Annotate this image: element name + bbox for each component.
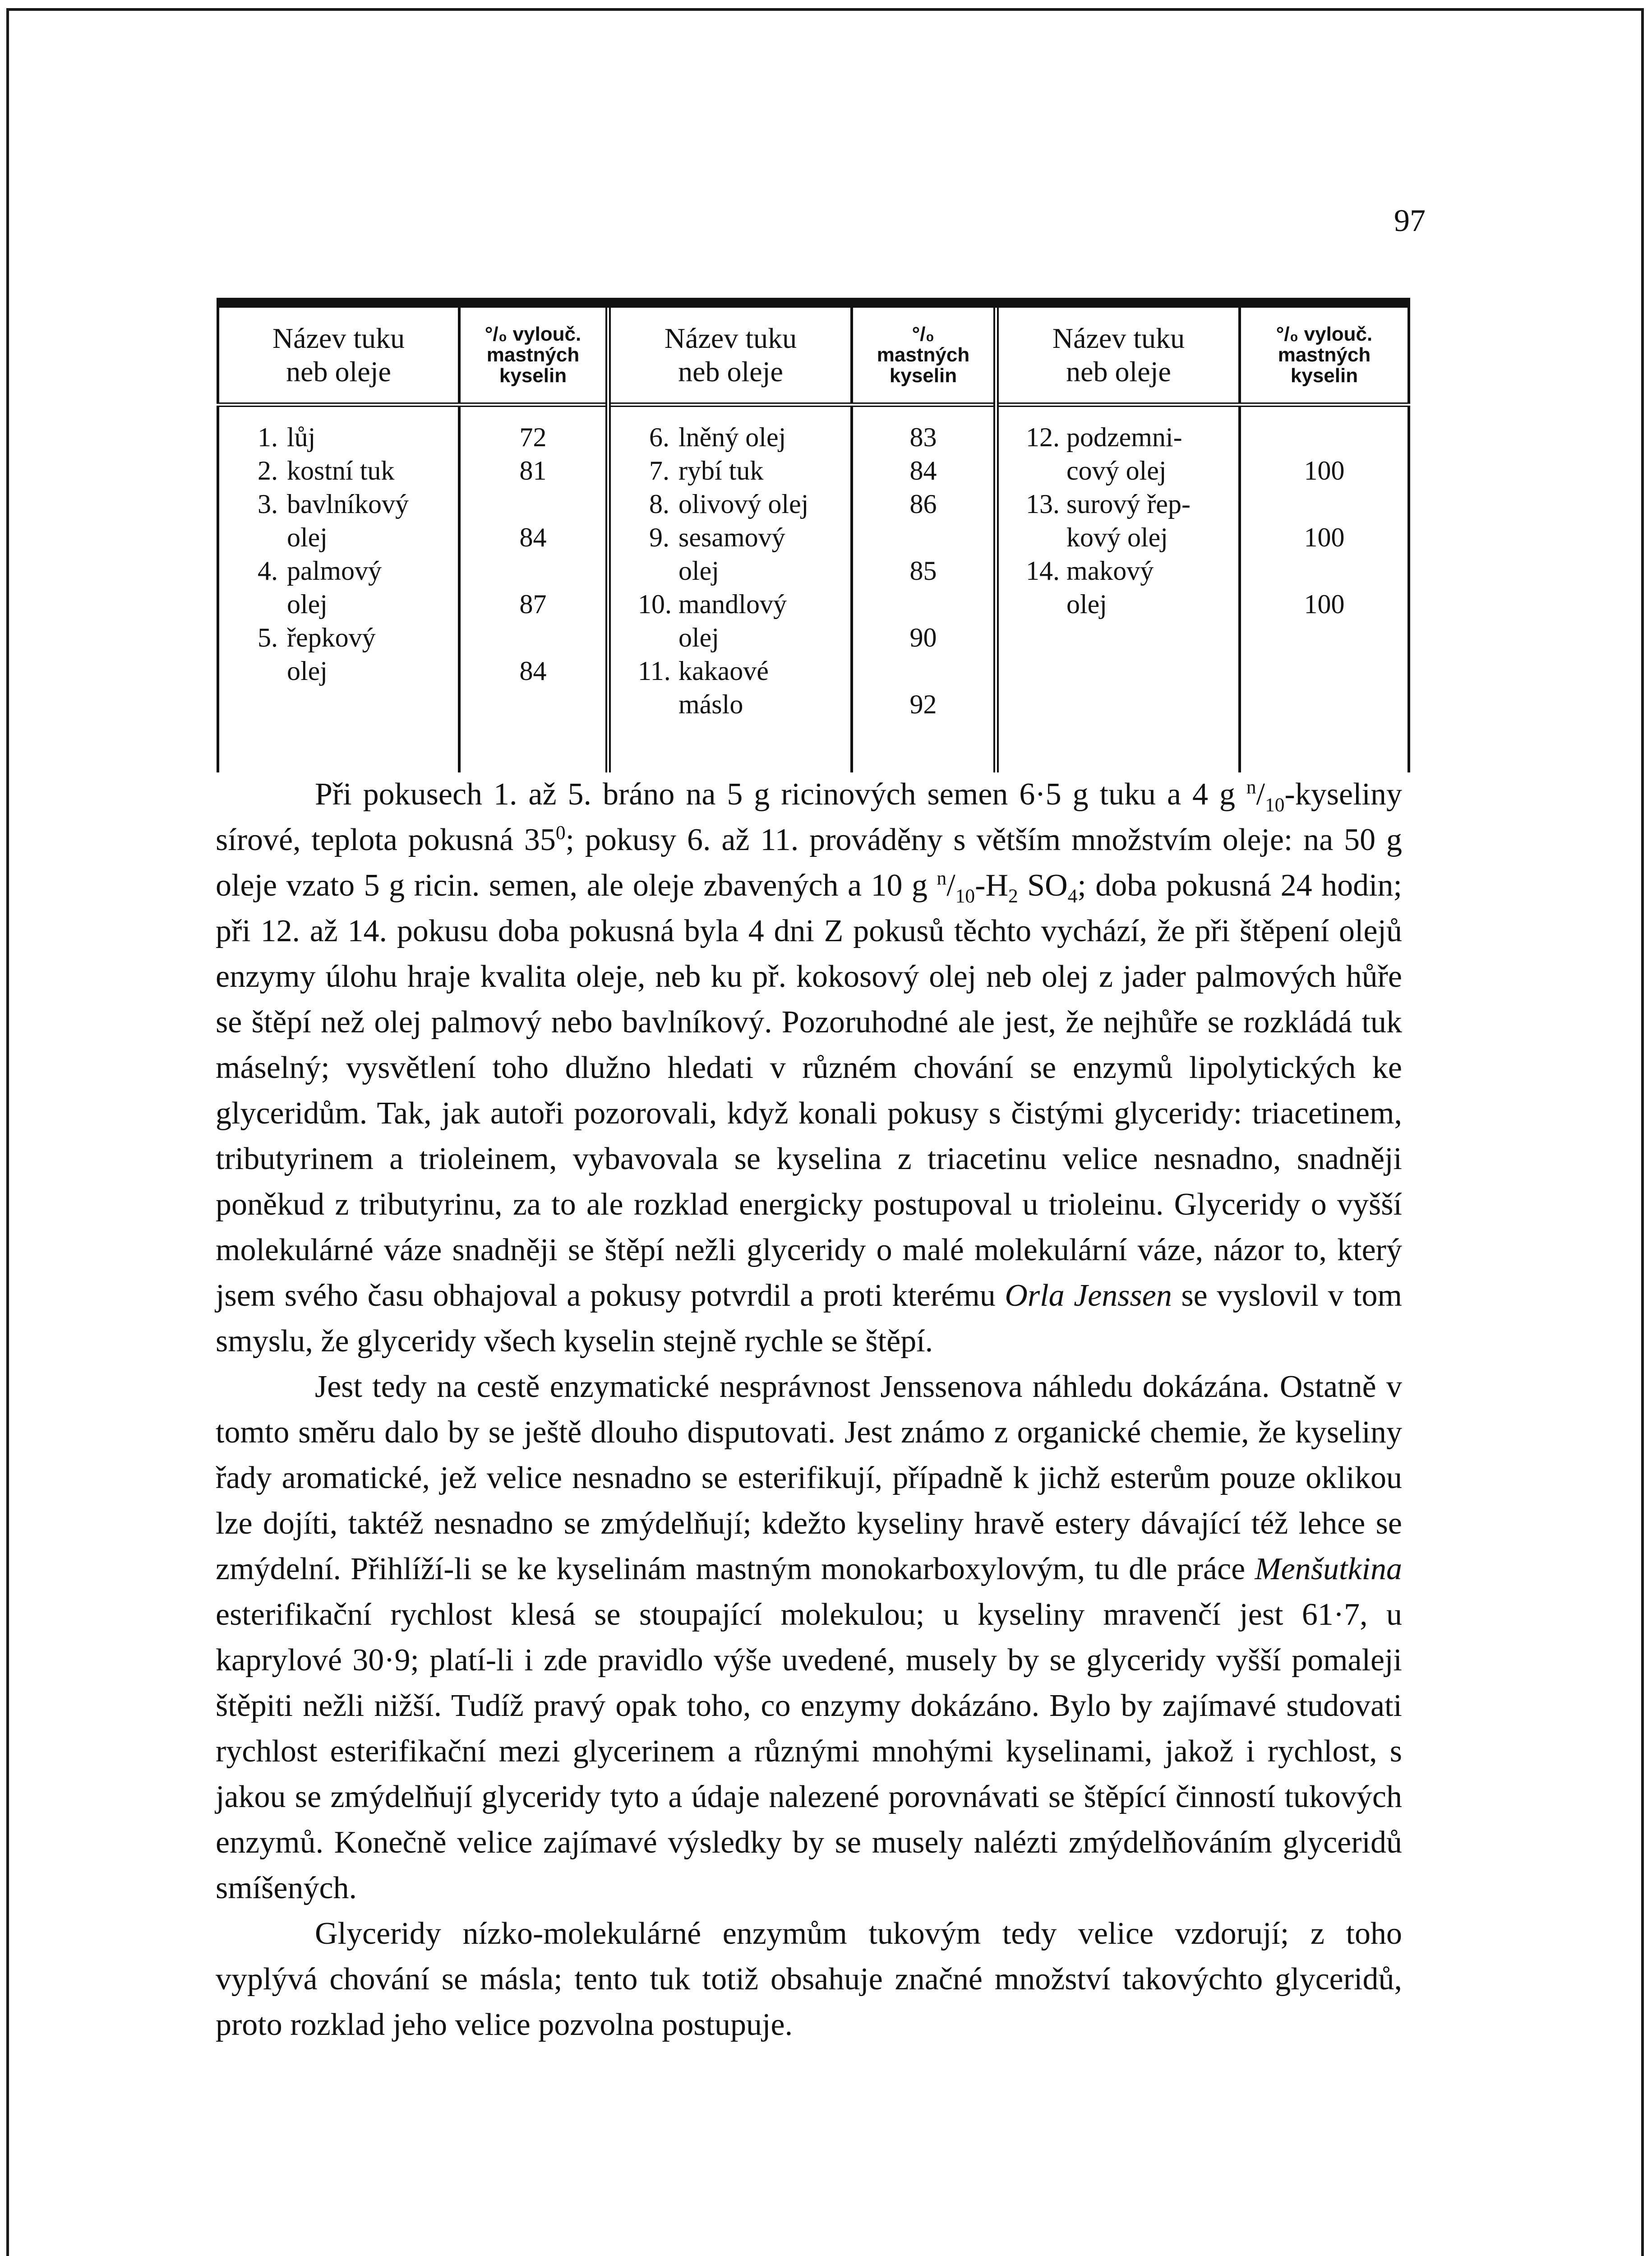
value-cell: 81 [519,456,547,485]
names-column-1 [218,405,459,772]
value-cell: 100 [1304,456,1345,485]
list-item: 13. surový řep- kový olej [1026,489,1191,552]
value-cell: 87 [519,589,547,619]
page-number: 97 [1394,203,1426,238]
value-cell [461,621,605,654]
paragraph-3: Glyceridy nízko-molekulárné enzymům tukovým tedy velice vzdorují; z toho vyplývá chování se másla; tento tuk totiž obsahuje značné množství takovýchto glyceridů, proto rozklad jeho velice pozvolna postupuje. [216,1916,1402,2042]
list-item: 1. lůj [258,422,316,452]
fat-acid-table [217,298,1410,772]
value-cell: 84 [519,522,547,552]
list-item: 2. kostní tuk [258,456,395,485]
header-name-3: Název tuku neb oleje [996,303,1240,405]
value-cell: 84 [909,456,937,485]
list-item: 11. kakaové máslo [638,656,769,719]
value-cell: 84 [519,656,547,686]
value-cell: 83 [909,422,937,452]
header-pct-3: °/₀ vylouč. mastných kyselin [1240,303,1409,405]
list-item: 8. olivový olej [649,489,809,519]
value-cell [461,487,605,521]
value-cell [853,654,993,688]
list-item: 6. lněný olej [649,422,786,452]
names-column-2 [608,405,852,772]
value-cell: 100 [1304,589,1345,619]
value-cell: 86 [909,489,937,519]
value-cell: 72 [519,422,547,452]
value-cell: 85 [909,556,937,586]
list-item: 12. podzemni- cový olej [1026,422,1182,485]
value-cell [853,521,993,554]
body-text [216,772,1402,2048]
value-cell [853,587,993,621]
list-item: 14. makový olej [1026,556,1154,619]
names-column-3 [996,405,1240,772]
list-item: 5. řepkový olej [258,623,376,686]
header-pct-1: °/₀ vylouč. mastných kyselin [459,303,608,405]
table-body-row [218,405,1409,772]
header-pct-2: °/₀ mastných kyselin [852,303,996,405]
value-cell [1241,554,1407,587]
value-cell: 92 [909,689,937,719]
paragraph-2: Jest tedy na cestě enzymatické nesprávnost Jenssenova náhledu dokázána. Ostatně v tomto směru dalo by se ještě dlouho disputovati. Jest známo z organické chemie, že kyseliny řady aromatické, jež velice nesnadno se esterifikují, případně k jichž esterům pouze oklikou lze dojíti, taktéž nesnadno se zmýdelňují; kdežto kyseliny hravě estery dávající též lehce se zmýdelní. Přihlíží-li se ke kyselinám mastným monokarboxylovým, tu dle práce Menšutkina esterifikační rychlost klesá se stoupající molekulou; u kyseliny mravenčí jest 61·7, u kaprylové 30·9; platí-li i zde pravidlo výše uvedené, musely by se glyceridy vyšší pomaleji štěpiti nežli nižší. Tudíž pravý opak toho, co enzymy dokázáno. Bylo by zajímavé studovati rychlost esterifikační mezi glycerinem a různými mnohými kyselinami, jakož i rychlost, s jakou se zmýdelňují glyceridy tyto a údaje nalezené porovnávati se štěpící činností tukových enzymů. Konečně velice zajímavé výsledky by se musely nalézti zmýdelňováním glyceridů smíšených. [216,1369,1402,1905]
value-cell [1241,487,1407,521]
list-item: 10. mandlový olej [638,589,787,652]
value-cell [461,554,605,587]
value-cell [1241,421,1407,454]
list-item: 9. sesamový olej [649,522,785,586]
values-column-2 [852,405,996,772]
list-item: 4. palmový olej [258,556,382,619]
author-name: Orla Jenssen [1005,1278,1172,1313]
table-header-row [218,303,1409,405]
author-name: Menšutkina [1255,1552,1402,1586]
list-item: 7. rybí tuk [649,456,764,485]
header-name-1: Název tuku neb oleje [218,303,459,405]
values-column-1 [459,405,608,772]
header-name-2: Název tuku neb oleje [608,303,852,405]
value-cell: 100 [1304,522,1345,552]
fat-table-wrapper [217,298,1407,772]
values-column-3 [1240,405,1409,772]
list-item: 3. bavlníkový olej [258,489,409,552]
paragraph-1: Při pokusech 1. až 5. bráno na 5 g ricinových semen 6·5 g tuku a 4 g $^n/_{10}$-kyseliny sírové, teplota pokusná $35^0$; pokusy 6. až 11. prováděny s větším množstvím oleje: na 50 g oleje vzato 5 g ricin. semen, ale oleje zbavených a 10 g $^n/_{10}-H_2$ $SO_4$; doba pokusná 24 hodin; při 12. až 14. pokusu doba pokusná byla 4 dni Z pokusů těchto vychází, že při štěpení olejů enzymy úlohu hraje kvalita oleje, neb ku př. kokosový olej neb olej z jader palmových hůře se štěpí než olej palmový nebo bavlníkový. Pozoruhodné ale jest, že nejhůře se rozkládá tuk máselný; vysvětlení toho dlužno hledati v různém chování se enzymů lipolytických ke glyceridům. Tak, jak autoři pozorovali, když konali pokusy s čistými glyceridy: triacetinem, tributyrinem a trioleinem, vybavovala se kyselina z triacetinu velice nesnadno, snadněji poněkud z tributyrinu, za to ale rozklad energicky postupoval u trioleinu. Glyceridy o vyšší molekulárné váze snadněji se štěpí nežli glyceridy o malé molekulární váze, názor to, který jsem svého času obhajoval a pokusy potvrdil a proti kterému Orla Jenssen se vyslovil v tom smyslu, že glyceridy všech kyselin stejně rychle se štěpí. [216,776,1402,1359]
value-cell: 90 [909,623,937,652]
